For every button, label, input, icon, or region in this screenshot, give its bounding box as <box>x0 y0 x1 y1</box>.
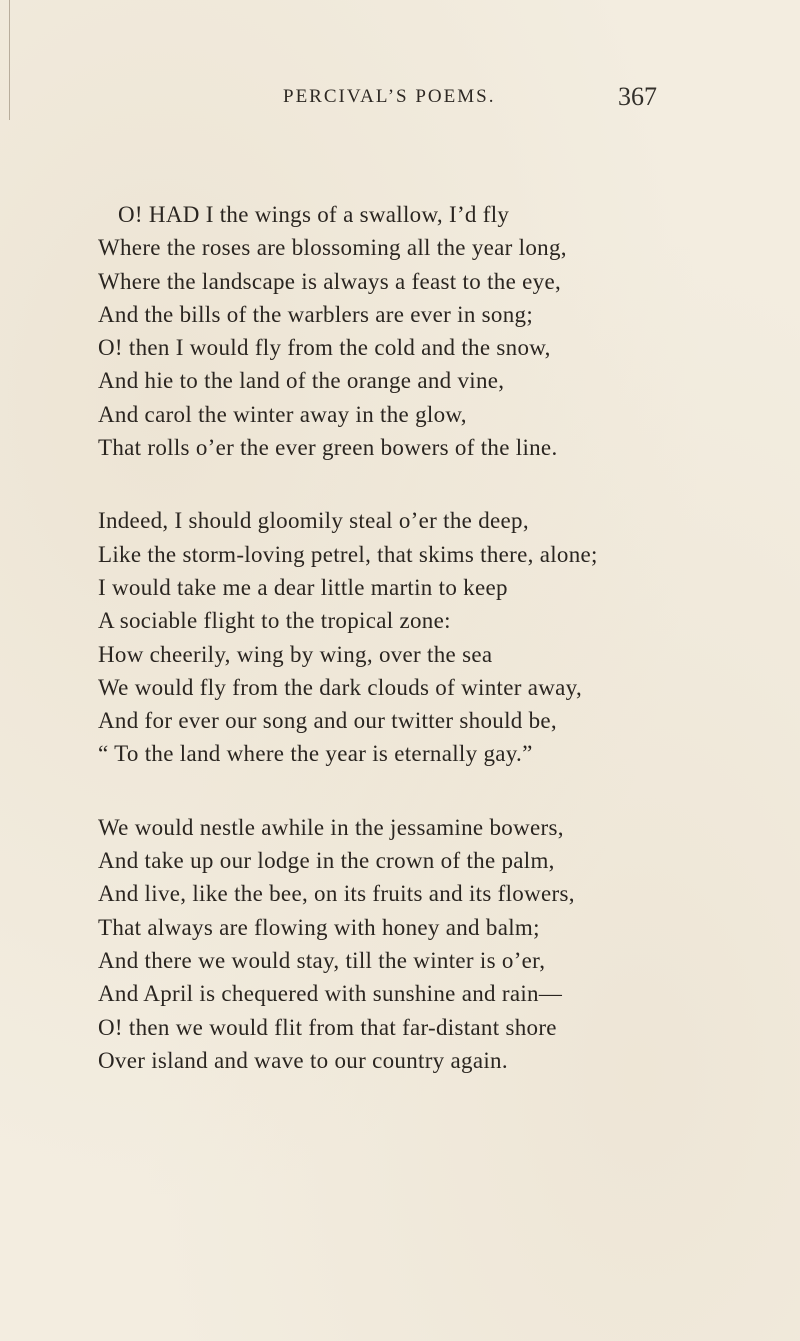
poem-line: O! HAD I the wings of a swallow, I’d fly <box>118 202 510 227</box>
stanza-1 <box>98 198 788 464</box>
poem-line: Where the landscape is always a feast to the eye, <box>98 268 561 294</box>
poem-line: How cheerily, wing by wing, over the sea <box>98 641 493 667</box>
poem-line: And April is chequered with sunshine and rain— <box>98 981 563 1007</box>
poem-line: Like the storm-loving petrel, that skims there, alone; <box>98 541 598 567</box>
page-number: 367 <box>618 82 657 111</box>
poem-line: A sociable flight to the tropical zone: <box>98 608 451 634</box>
poem-line: That always are flowing with honey and balm; <box>98 914 540 940</box>
running-title: PERCIVAL’S POEMS. <box>283 86 496 107</box>
poem-line: O! then I would fly from the cold and the snow, <box>98 335 551 361</box>
stanza-2 <box>98 504 788 770</box>
poem-line: And for ever our song and our twitter should be, <box>98 708 557 734</box>
poem-line: And there we would stay, till the winter is o’er, <box>98 947 546 973</box>
poem-line: And hie to the land of the orange and vine, <box>98 368 505 394</box>
poem-line: And live, like the bee, on its fruits and its flowers, <box>98 881 575 907</box>
poem-line: And carol the winter away in the glow, <box>98 401 467 427</box>
running-head <box>0 82 800 112</box>
poem-line: And the bills of the warblers are ever in song; <box>98 301 534 327</box>
poem-line: We would nestle awhile in the jessamine bowers, <box>98 814 564 840</box>
poem-line: Where the roses are blossoming all the year long, <box>98 235 567 261</box>
poem-line: Over island and wave to our country again. <box>98 1047 508 1073</box>
poem-line: And take up our lodge in the crown of the palm, <box>98 848 555 874</box>
poem-line: We would fly from the dark clouds of winter away, <box>98 674 582 700</box>
poem-line: Indeed, I should gloomily steal o’er the deep, <box>98 508 529 534</box>
poem <box>98 198 788 1117</box>
poem-line: O! then we would flit from that far-distant shore <box>98 1014 557 1040</box>
poem-line: I would take me a dear little martin to keep <box>98 574 508 600</box>
poem-line: That rolls o’er the ever green bowers of the line. <box>98 435 558 461</box>
poem-line: “ To the land where the year is eternally gay.” <box>98 741 533 767</box>
stanza-3 <box>98 811 788 1077</box>
